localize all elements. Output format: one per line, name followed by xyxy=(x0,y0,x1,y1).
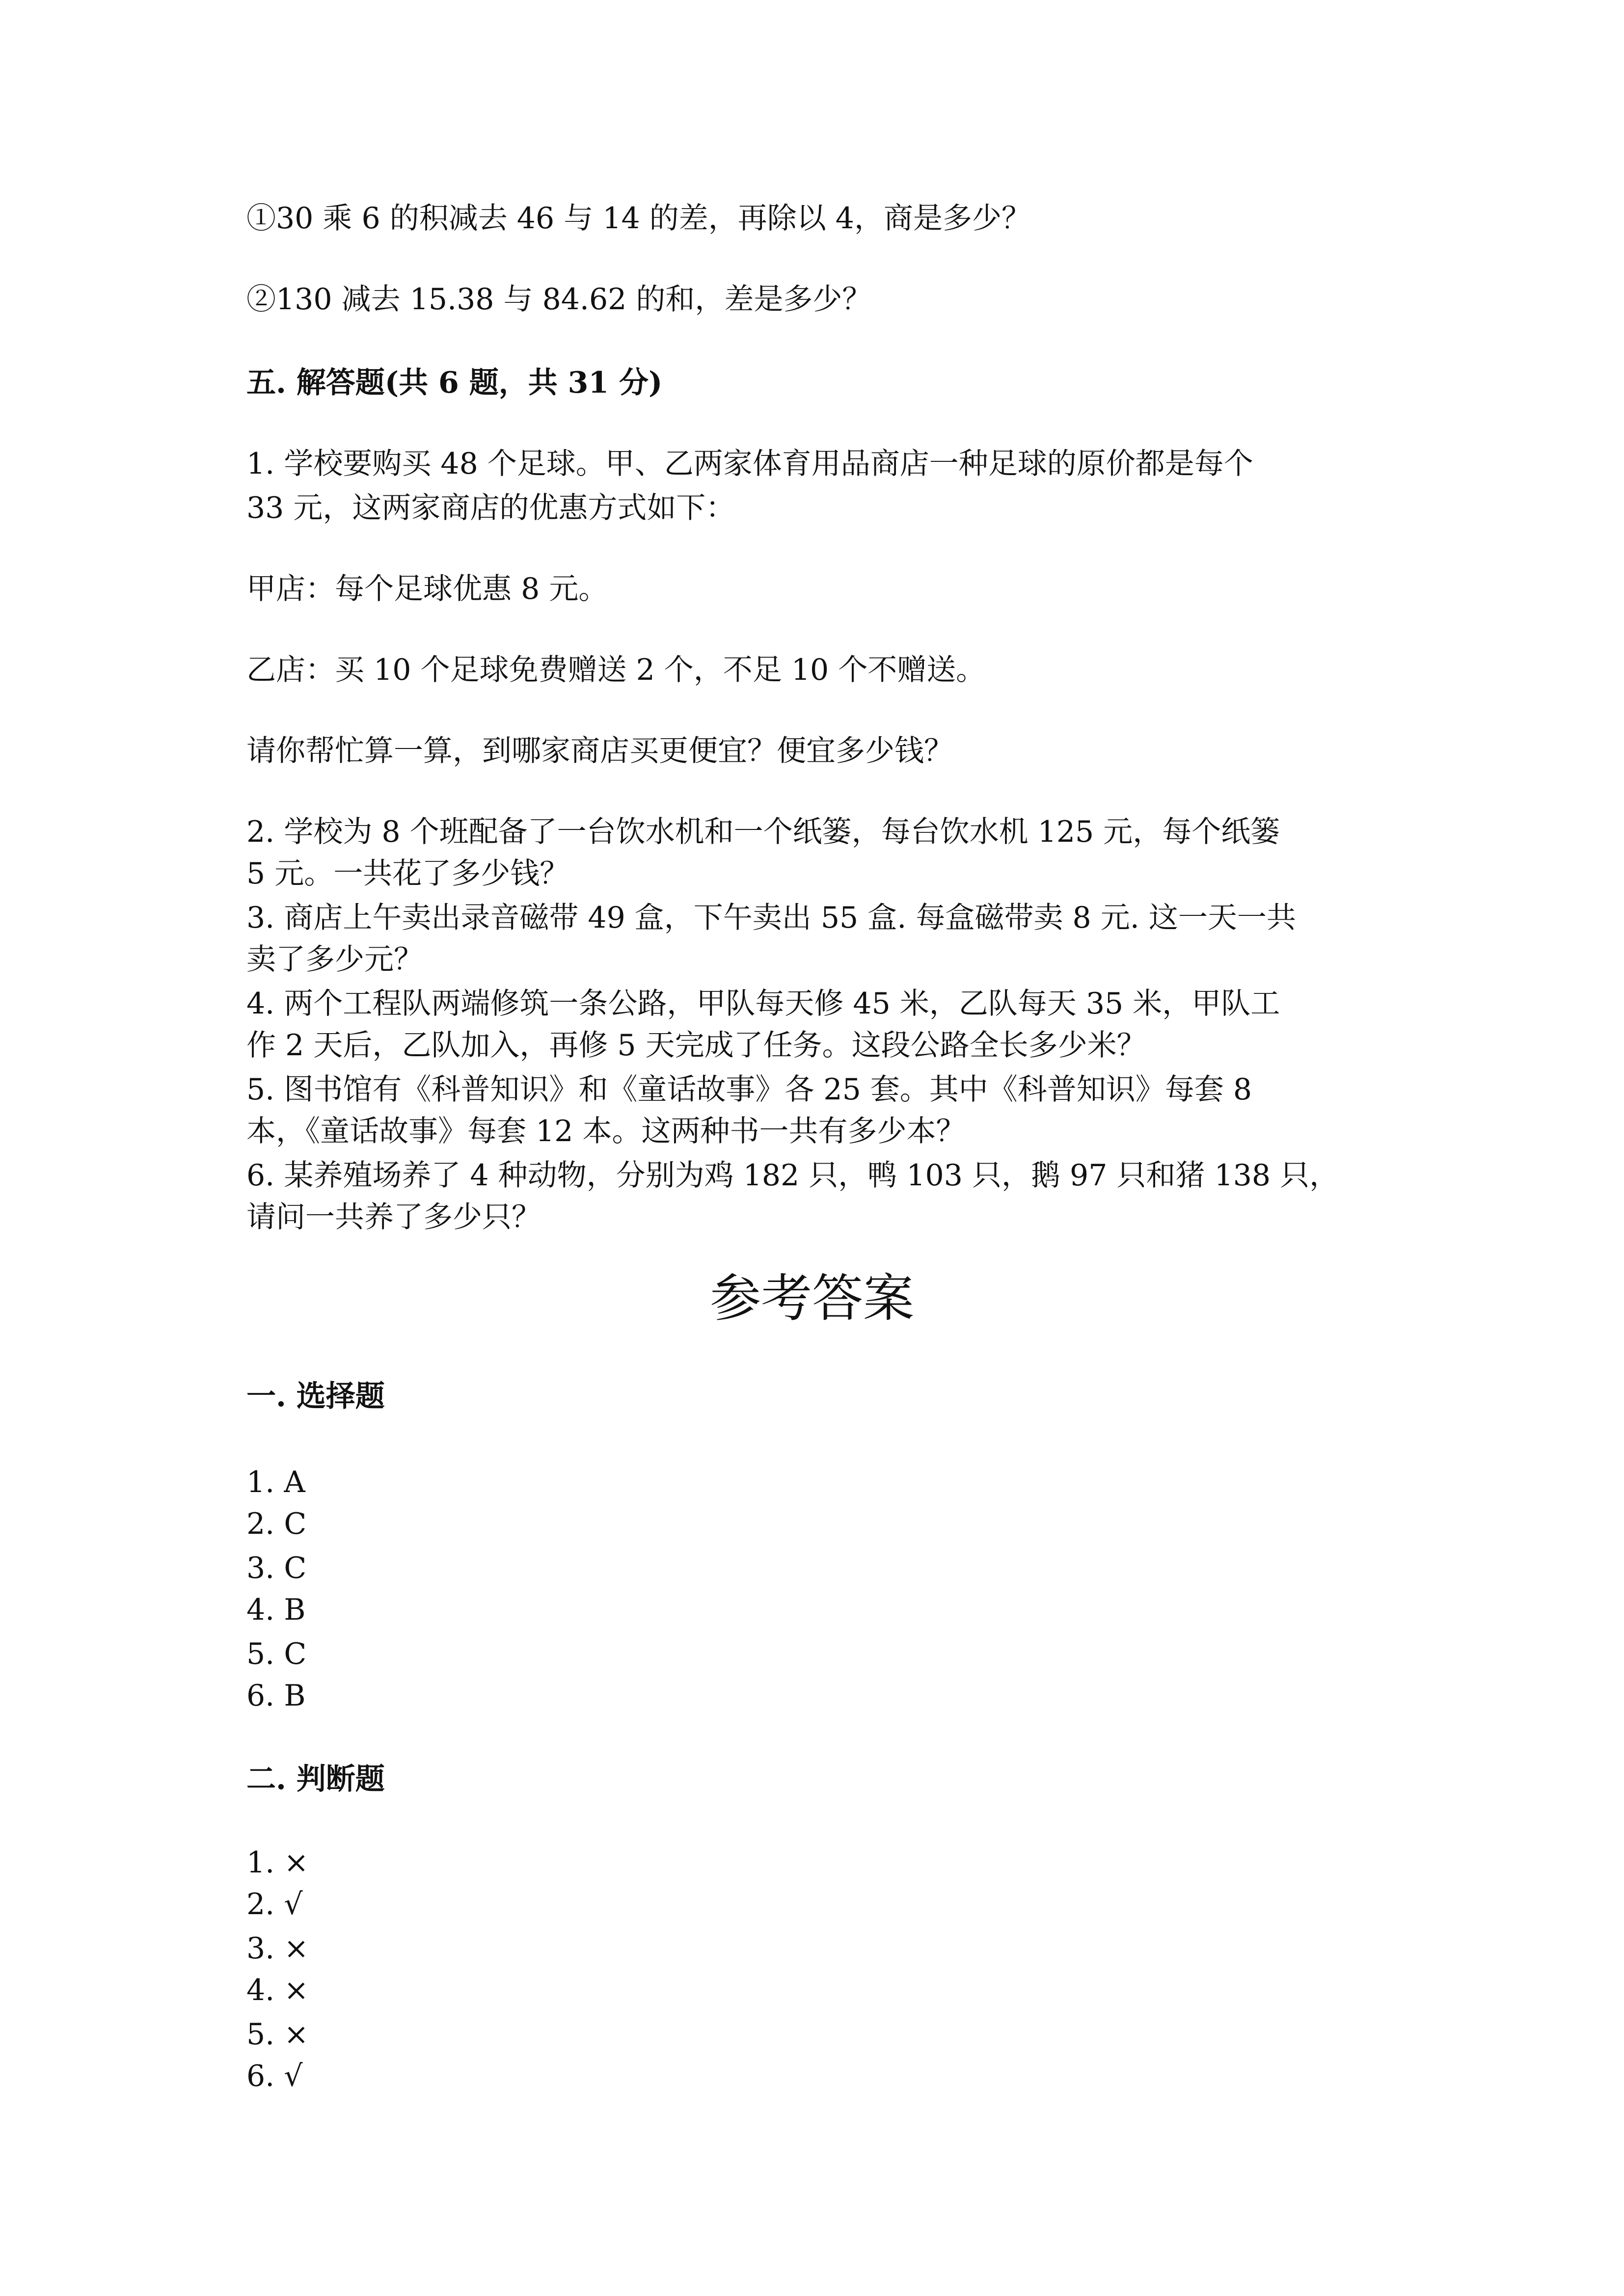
problem-1-shop-a: 甲店：每个足球优惠 8 元。 xyxy=(246,572,608,606)
problem-2-line-2: 5 元。一共花了多少钱？ xyxy=(246,856,569,891)
problem-4-line-2: 作 2 天后，乙队加入，再修 5 天完成了任务。这段公路全长多少米？ xyxy=(246,1028,1146,1063)
problem-1-line-1: 1. 学校要购买 48 个足球。甲、乙两家体育用品商店一种足球的原价都是每个 xyxy=(246,447,1253,481)
problem-1-question: 请你帮忙算一算，到哪家商店买更便宜？便宜多少钱？ xyxy=(246,734,953,768)
answer-choice-5: 5. C xyxy=(246,1637,307,1671)
answer-choice-3: 3. C xyxy=(246,1551,307,1585)
answers-part1-heading: 一. 选择题 xyxy=(246,1379,385,1414)
answer-judgment-2: 2. √ xyxy=(246,1887,303,1922)
answer-judgment-5: 5. × xyxy=(246,2017,309,2052)
problem-4-line-1: 4. 两个工程队两端修筑一条公路，甲队每天修 45 米，乙队每天 35 米，甲队工 xyxy=(246,987,1280,1021)
problem-5-line-2: 本，《童话故事》每套 12 本。这两种书一共有多少本？ xyxy=(246,1114,966,1148)
answer-judgment-1: 1. × xyxy=(246,1845,309,1880)
problem-6-line-2: 请问一共养了多少只？ xyxy=(246,1200,541,1234)
section5-heading: 五. 解答题(共 6 题，共 31 分) xyxy=(246,366,663,400)
problem-1-shop-b: 乙店：买 10 个足球免费赠送 2 个，不足 10 个不赠送。 xyxy=(246,653,986,687)
problem-3-line-2: 卖了多少元？ xyxy=(246,942,423,977)
problem-5-line-1: 5. 图书馆有《科普知识》和《童话故事》各 25 套。其中《科普知识》每套 8 xyxy=(246,1072,1252,1107)
answers-title: 参考答案 xyxy=(709,1268,914,1328)
answer-choice-2: 2. C xyxy=(246,1507,307,1541)
problem-1-line-2: 33 元，这两家商店的优惠方式如下： xyxy=(246,491,735,525)
answer-judgment-4: 4. × xyxy=(246,1973,309,2007)
problem-2-line-1: 2. 学校为 8 个班配备了一台饮水机和一个纸篓，每台饮水机 125 元，每个纸篓 xyxy=(246,815,1280,849)
answer-judgment-3: 3. × xyxy=(246,1931,309,1966)
answer-choice-4: 4. B xyxy=(246,1593,306,1627)
answers-part2-heading: 二. 判断题 xyxy=(246,1762,385,1796)
answer-judgment-6: 6. √ xyxy=(246,2059,303,2093)
answer-choice-1: 1. A xyxy=(246,1465,305,1499)
calc-question-1: ①30 乘 6 的积减去 46 与 14 的差，再除以 4，商是多少？ xyxy=(246,201,1031,236)
problem-3-line-1: 3. 商店上午卖出录音磁带 49 盒，下午卖出 55 盒. 每盒磁带卖 8 元. 这一天一共 xyxy=(246,901,1296,935)
problem-6-line-1: 6. 某养殖场养了 4 种动物，分别为鸡 182 只，鸭 103 只，鹅 97 只和猪 138 只， xyxy=(246,1158,1339,1193)
calc-question-2: ②130 减去 15.38 与 84.62 的和，差是多少？ xyxy=(246,282,872,317)
answer-choice-6: 6. B xyxy=(246,1679,306,1713)
